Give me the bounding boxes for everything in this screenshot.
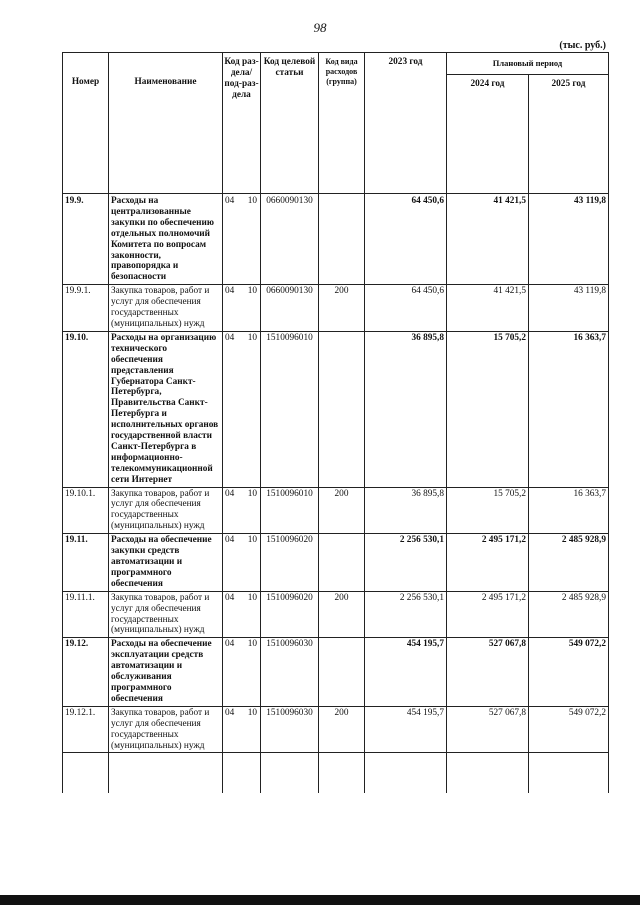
row-value-2023: 36 895,8 bbox=[365, 331, 447, 487]
header-2024: 2024 год bbox=[447, 75, 529, 194]
row-value-2025: 16 363,7 bbox=[529, 331, 609, 487]
row-number: 19.11. bbox=[63, 534, 109, 592]
row-value-2023: 64 450,6 bbox=[365, 285, 447, 332]
table-row bbox=[63, 331, 609, 487]
empty-cell bbox=[529, 753, 609, 794]
row-target-article: 1510096020 bbox=[261, 534, 319, 592]
row-target-article: 1510096010 bbox=[261, 331, 319, 487]
row-number: 19.11.1. bbox=[63, 591, 109, 638]
row-name: Расходы на обеспечение закупки средств автоматизации и программного обеспечения bbox=[109, 534, 223, 592]
row-section-code: 04 bbox=[225, 196, 235, 206]
row-name: Закупка товаров, работ и услуг для обеспечения государственных (муниципальных) нужд bbox=[109, 285, 223, 332]
row-value-2025: 43 119,8 bbox=[529, 285, 609, 332]
table-row bbox=[63, 534, 609, 592]
row-target-article: 1510096010 bbox=[261, 487, 319, 534]
row-number: 19.9. bbox=[63, 194, 109, 285]
header-expense-type: Код вида расходов (группа) bbox=[319, 53, 365, 194]
row-section-code: 04 bbox=[225, 592, 235, 603]
row-expense-type bbox=[319, 331, 365, 487]
header-2025: 2025 год bbox=[529, 75, 609, 194]
row-name: Расходы на обеспечение эксплуатации средств автоматизации и обслуживания программного обеспечения bbox=[109, 638, 223, 706]
empty-cell bbox=[223, 753, 261, 794]
table-row-continuation bbox=[63, 753, 609, 794]
row-subsection-code: 10 bbox=[247, 639, 257, 650]
row-value-2023: 2 256 530,1 bbox=[365, 534, 447, 592]
row-subsection-code: 10 bbox=[247, 286, 257, 297]
header-planned-period: Плановый период bbox=[447, 53, 609, 75]
row-razdel bbox=[223, 487, 261, 534]
row-value-2025: 549 072,2 bbox=[529, 638, 609, 706]
row-number: 19.10. bbox=[63, 331, 109, 487]
row-value-2023: 36 895,8 bbox=[365, 487, 447, 534]
row-subsection-code: 10 bbox=[247, 535, 257, 546]
row-value-2024: 15 705,2 bbox=[447, 487, 529, 534]
table-body bbox=[63, 194, 609, 794]
row-section-code: 04 bbox=[225, 707, 235, 718]
row-subsection-code: 10 bbox=[247, 488, 257, 499]
row-value-2025: 2 485 928,9 bbox=[529, 591, 609, 638]
row-value-2023: 64 450,6 bbox=[365, 194, 447, 285]
row-razdel bbox=[223, 706, 261, 753]
row-razdel bbox=[223, 285, 261, 332]
header-razdel: Код раз-дела/ под-раз-дела bbox=[223, 53, 261, 194]
row-value-2024: 527 067,8 bbox=[447, 706, 529, 753]
scan-bottom-edge bbox=[0, 895, 640, 905]
row-expense-type: 200 bbox=[319, 706, 365, 753]
row-value-2023: 454 195,7 bbox=[365, 638, 447, 706]
row-subsection-code: 10 bbox=[247, 196, 257, 206]
row-razdel bbox=[223, 194, 261, 285]
empty-cell bbox=[365, 753, 447, 794]
empty-cell bbox=[447, 753, 529, 794]
table-row bbox=[63, 706, 609, 753]
row-number: 19.12.1. bbox=[63, 706, 109, 753]
empty-cell bbox=[261, 753, 319, 794]
table-row bbox=[63, 285, 609, 332]
header-number: Номер bbox=[63, 53, 109, 194]
row-section-code: 04 bbox=[225, 286, 235, 297]
row-value-2025: 16 363,7 bbox=[529, 487, 609, 534]
empty-cell bbox=[63, 753, 109, 794]
row-subsection-code: 10 bbox=[247, 707, 257, 718]
row-value-2025: 43 119,8 bbox=[529, 194, 609, 285]
units-label: (тыс. руб.) bbox=[520, 40, 606, 53]
row-expense-type: 200 bbox=[319, 591, 365, 638]
row-name: Закупка товаров, работ и услуг для обеспечения государственных (муниципальных) нужд bbox=[109, 706, 223, 753]
row-expense-type: 200 bbox=[319, 487, 365, 534]
empty-cell bbox=[109, 753, 223, 794]
row-name: Расходы на централизованные закупки по обеспечению отдельных полномочий Комитета по вопросам законности, правопорядка и безопасности bbox=[109, 194, 223, 285]
row-subsection-code: 10 bbox=[247, 592, 257, 603]
header-target-article: Код целевой статьи bbox=[261, 53, 319, 194]
row-name: Расходы на организацию технического обеспечения представления Губернатора Санкт-Петербурга, Правительства Санкт-Петербурга и исполнительных органов государственной власти Санкт-Петербурга в информационно-телекоммуникационной сети Интернет bbox=[109, 331, 223, 487]
row-razdel bbox=[223, 591, 261, 638]
row-value-2024: 527 067,8 bbox=[447, 638, 529, 706]
header-name: Наименование bbox=[109, 53, 223, 194]
row-section-code: 04 bbox=[225, 332, 235, 343]
row-value-2025: 549 072,2 bbox=[529, 706, 609, 753]
row-value-2023: 2 256 530,1 bbox=[365, 591, 447, 638]
row-value-2024: 41 421,5 bbox=[447, 194, 529, 285]
budget-table bbox=[62, 52, 609, 793]
row-expense-type bbox=[319, 194, 365, 285]
table-row bbox=[63, 487, 609, 534]
header-2023: 2023 год bbox=[365, 53, 447, 194]
page-number: 98 bbox=[313, 20, 327, 35]
table-row bbox=[63, 638, 609, 706]
row-value-2024: 15 705,2 bbox=[447, 331, 529, 487]
row-value-2024: 41 421,5 bbox=[447, 285, 529, 332]
row-razdel bbox=[223, 534, 261, 592]
row-name: Закупка товаров, работ и услуг для обеспечения государственных (муниципальных) нужд bbox=[109, 487, 223, 534]
row-target-article: 0660090130 bbox=[261, 194, 319, 285]
row-name: Закупка товаров, работ и услуг для обеспечения государственных (муниципальных) нужд bbox=[109, 591, 223, 638]
row-expense-type bbox=[319, 638, 365, 706]
row-value-2024: 2 495 171,2 bbox=[447, 591, 529, 638]
row-number: 19.10.1. bbox=[63, 487, 109, 534]
row-razdel bbox=[223, 638, 261, 706]
table-row bbox=[63, 591, 609, 638]
row-razdel bbox=[223, 331, 261, 487]
row-target-article: 1510096030 bbox=[261, 638, 319, 706]
table-header bbox=[63, 53, 609, 194]
table-row bbox=[63, 194, 609, 285]
row-value-2025: 2 485 928,9 bbox=[529, 534, 609, 592]
row-number: 19.9.1. bbox=[63, 285, 109, 332]
empty-cell bbox=[319, 753, 365, 794]
row-section-code: 04 bbox=[225, 639, 235, 650]
row-expense-type bbox=[319, 534, 365, 592]
row-target-article: 1510096020 bbox=[261, 591, 319, 638]
row-expense-type: 200 bbox=[319, 285, 365, 332]
row-section-code: 04 bbox=[225, 535, 235, 546]
row-value-2023: 454 195,7 bbox=[365, 706, 447, 753]
row-target-article: 0660090130 bbox=[261, 285, 319, 332]
row-subsection-code: 10 bbox=[247, 332, 257, 343]
row-section-code: 04 bbox=[225, 488, 235, 499]
row-number: 19.12. bbox=[63, 638, 109, 706]
row-value-2024: 2 495 171,2 bbox=[447, 534, 529, 592]
row-target-article: 1510096030 bbox=[261, 706, 319, 753]
